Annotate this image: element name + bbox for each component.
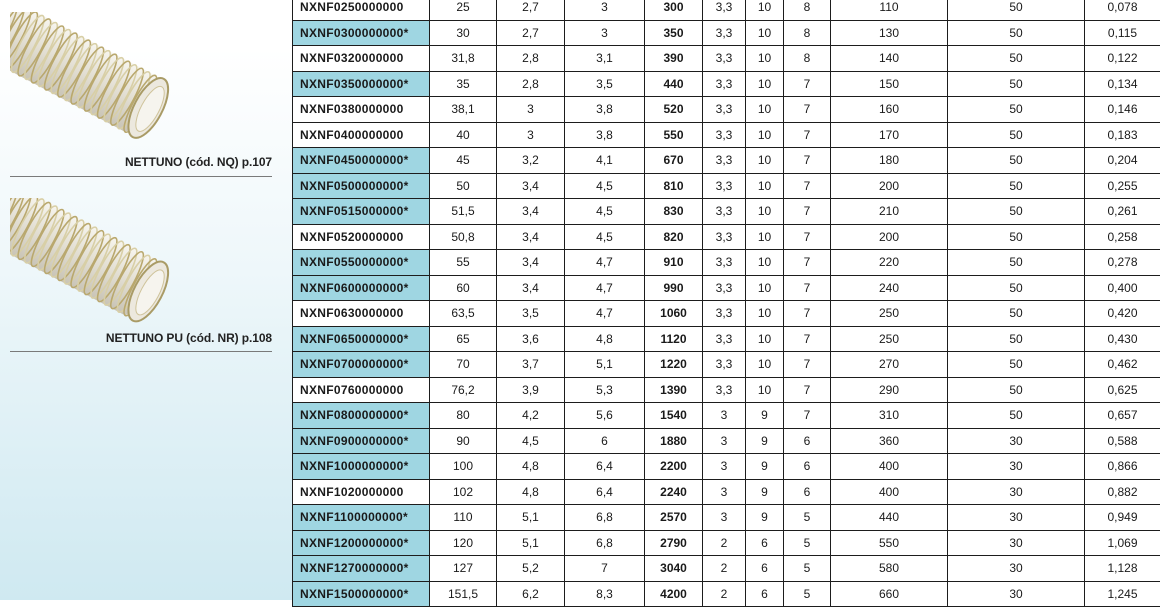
table-cell: 3,3 — [703, 377, 746, 403]
table-cell: 50 — [948, 199, 1085, 225]
table-cell: 0,657 — [1085, 403, 1160, 429]
table-cell: 270 — [831, 352, 948, 378]
table-cell: 990 — [645, 275, 703, 301]
table-cell: 9 — [746, 454, 784, 480]
table-cell: 1540 — [645, 403, 703, 429]
product-code-cell: NXNF0600000000* — [293, 275, 430, 301]
table-cell: 0,625 — [1085, 377, 1160, 403]
table-cell: 350 — [645, 20, 703, 46]
table-cell: 10 — [746, 148, 784, 174]
table-cell: 400 — [831, 479, 948, 505]
table-cell: 3,4 — [497, 275, 565, 301]
table-cell: 2570 — [645, 505, 703, 531]
table-cell: 3 — [703, 479, 746, 505]
table-cell: 390 — [645, 46, 703, 72]
table-cell: 200 — [831, 224, 948, 250]
table-cell: 76,2 — [430, 377, 497, 403]
table-cell: 0,278 — [1085, 250, 1160, 276]
table-cell: 9 — [746, 403, 784, 429]
table-cell: 2,8 — [497, 46, 565, 72]
product-caption: NETTUNO PU (cód. NR) p.108 — [106, 331, 272, 345]
table-cell: 6 — [784, 454, 831, 480]
table-cell: 50,8 — [430, 224, 497, 250]
table-cell: 7 — [784, 148, 831, 174]
table-cell: 0,430 — [1085, 326, 1160, 352]
table-cell: 4,5 — [565, 199, 645, 225]
table-cell: 50 — [948, 403, 1085, 429]
table-cell: 9 — [746, 479, 784, 505]
table-cell: 5,6 — [565, 403, 645, 429]
table-cell: 7 — [784, 352, 831, 378]
product-code-cell: NXNF0380000000 — [293, 97, 430, 123]
table-row — [293, 148, 1160, 174]
table-cell: 4,1 — [565, 148, 645, 174]
table-cell: 2240 — [645, 479, 703, 505]
table-cell: 3,2 — [497, 148, 565, 174]
table-row — [293, 250, 1160, 276]
table-cell: 6,4 — [565, 479, 645, 505]
table-cell: 1120 — [645, 326, 703, 352]
table-row — [293, 275, 1160, 301]
table-cell: 7 — [784, 275, 831, 301]
table-cell: 50 — [948, 0, 1085, 20]
table-cell: 2,7 — [497, 0, 565, 20]
table-row — [293, 377, 1160, 403]
table-row — [293, 581, 1160, 607]
product-code-cell: NXNF0630000000 — [293, 301, 430, 327]
table-cell: 7 — [784, 377, 831, 403]
table-cell: 5,3 — [565, 377, 645, 403]
table-cell: 910 — [645, 250, 703, 276]
table-cell: 151,5 — [430, 581, 497, 607]
product-code-cell: NXNF0350000000* — [293, 71, 430, 97]
table-cell: 3,9 — [497, 377, 565, 403]
table-cell: 6,2 — [497, 581, 565, 607]
table-cell: 0,462 — [1085, 352, 1160, 378]
table-cell: 4,5 — [565, 173, 645, 199]
table-cell: 810 — [645, 173, 703, 199]
table-cell: 2790 — [645, 530, 703, 556]
table-cell: 6 — [746, 556, 784, 582]
table-cell: 5 — [784, 556, 831, 582]
product-code-cell: NXNF1500000000* — [293, 581, 430, 607]
table-cell: 2 — [703, 530, 746, 556]
table-cell: 6 — [784, 479, 831, 505]
product-code-cell: NXNF0400000000 — [293, 122, 430, 148]
table-cell: 7 — [784, 199, 831, 225]
table-row — [293, 505, 1160, 531]
product-code-cell: NXNF0800000000* — [293, 403, 430, 429]
table-cell: 7 — [565, 556, 645, 582]
table-cell: 1390 — [645, 377, 703, 403]
related-product-nettuno-pu[interactable] — [10, 198, 272, 353]
table-cell: 5,1 — [497, 505, 565, 531]
table-cell: 55 — [430, 250, 497, 276]
product-code-cell: NXNF1000000000* — [293, 454, 430, 480]
table-row — [293, 20, 1160, 46]
table-cell: 50 — [948, 71, 1085, 97]
table-cell: 1,128 — [1085, 556, 1160, 582]
table-cell: 50 — [948, 148, 1085, 174]
table-cell: 670 — [645, 148, 703, 174]
table-row — [293, 0, 1160, 20]
spec-table-body — [293, 0, 1160, 607]
table-cell: 170 — [831, 122, 948, 148]
table-row — [293, 122, 1160, 148]
table-cell: 50 — [948, 224, 1085, 250]
table-cell: 310 — [831, 403, 948, 429]
table-cell: 3 — [703, 505, 746, 531]
table-cell: 3,1 — [565, 46, 645, 72]
table-cell: 550 — [645, 122, 703, 148]
table-cell: 65 — [430, 326, 497, 352]
table-row — [293, 352, 1160, 378]
table-cell: 3,5 — [497, 301, 565, 327]
table-cell: 10 — [746, 250, 784, 276]
table-cell: 50 — [948, 352, 1085, 378]
table-cell: 7 — [784, 250, 831, 276]
table-row — [293, 428, 1160, 454]
table-cell: 7 — [784, 326, 831, 352]
table-cell: 50 — [948, 97, 1085, 123]
table-cell: 3,8 — [565, 97, 645, 123]
table-cell: 2 — [703, 581, 746, 607]
product-code-cell: NXNF0760000000 — [293, 377, 430, 403]
table-cell: 440 — [645, 71, 703, 97]
table-cell: 200 — [831, 173, 948, 199]
table-cell: 8 — [784, 46, 831, 72]
table-cell: 2200 — [645, 454, 703, 480]
table-cell: 50 — [948, 173, 1085, 199]
table-cell: 3 — [497, 97, 565, 123]
table-cell: 3,6 — [497, 326, 565, 352]
product-code-cell: NXNF0500000000* — [293, 173, 430, 199]
table-cell: 7 — [784, 301, 831, 327]
table-cell: 30 — [430, 20, 497, 46]
table-cell: 5,2 — [497, 556, 565, 582]
table-cell: 1220 — [645, 352, 703, 378]
table-cell: 3,4 — [497, 199, 565, 225]
table-cell: 7 — [784, 71, 831, 97]
table-cell: 30 — [948, 505, 1085, 531]
table-cell: 9 — [746, 505, 784, 531]
table-cell: 6,4 — [565, 454, 645, 480]
table-cell: 40 — [430, 122, 497, 148]
product-code-cell: NXNF0250000000 — [293, 0, 430, 20]
table-cell: 6 — [565, 428, 645, 454]
table-cell: 50 — [430, 173, 497, 199]
table-cell: 0,255 — [1085, 173, 1160, 199]
table-cell: 0,204 — [1085, 148, 1160, 174]
table-cell: 3,7 — [497, 352, 565, 378]
table-row — [293, 403, 1160, 429]
table-cell: 70 — [430, 352, 497, 378]
table-cell: 7 — [784, 224, 831, 250]
table-cell: 3,3 — [703, 20, 746, 46]
table-cell: 8,3 — [565, 581, 645, 607]
table-cell: 160 — [831, 97, 948, 123]
table-row — [293, 530, 1160, 556]
table-cell: 140 — [831, 46, 948, 72]
table-cell: 6 — [784, 428, 831, 454]
table-cell: 7 — [784, 97, 831, 123]
table-cell: 10 — [746, 0, 784, 20]
divider — [10, 351, 272, 352]
table-cell: 10 — [746, 301, 784, 327]
table-cell: 50 — [948, 326, 1085, 352]
table-cell: 0,115 — [1085, 20, 1160, 46]
hose-image — [10, 198, 170, 323]
table-cell: 3,3 — [703, 275, 746, 301]
related-product-nettuno[interactable] — [10, 12, 272, 177]
table-cell: 0,261 — [1085, 199, 1160, 225]
table-row — [293, 479, 1160, 505]
table-cell: 10 — [746, 199, 784, 225]
table-cell: 31,8 — [430, 46, 497, 72]
table-cell: 50 — [948, 122, 1085, 148]
hose-image — [10, 12, 170, 142]
table-cell: 1880 — [645, 428, 703, 454]
table-cell: 10 — [746, 224, 784, 250]
table-cell: 5,1 — [565, 352, 645, 378]
table-cell: 3,4 — [497, 224, 565, 250]
table-cell: 30 — [948, 581, 1085, 607]
table-cell: 0,882 — [1085, 479, 1160, 505]
table-cell: 660 — [831, 581, 948, 607]
table-row — [293, 71, 1160, 97]
table-cell: 250 — [831, 301, 948, 327]
table-cell: 127 — [430, 556, 497, 582]
table-cell: 3,3 — [703, 0, 746, 20]
table-cell: 1060 — [645, 301, 703, 327]
table-cell: 3,4 — [497, 173, 565, 199]
table-cell: 3,3 — [703, 250, 746, 276]
table-cell: 60 — [430, 275, 497, 301]
table-cell: 110 — [430, 505, 497, 531]
table-cell: 130 — [831, 20, 948, 46]
table-cell: 10 — [746, 275, 784, 301]
product-code-cell: NXNF0520000000 — [293, 224, 430, 250]
table-cell: 5 — [784, 530, 831, 556]
table-cell: 3 — [703, 454, 746, 480]
table-cell: 820 — [645, 224, 703, 250]
table-cell: 50 — [948, 20, 1085, 46]
table-cell: 50 — [948, 275, 1085, 301]
table-cell: 110 — [831, 0, 948, 20]
table-cell: 290 — [831, 377, 948, 403]
table-cell: 9 — [746, 428, 784, 454]
table-cell: 51,5 — [430, 199, 497, 225]
table-cell: 3,3 — [703, 199, 746, 225]
table-cell: 100 — [430, 454, 497, 480]
table-cell: 4200 — [645, 581, 703, 607]
table-cell: 0,183 — [1085, 122, 1160, 148]
table-cell: 0,400 — [1085, 275, 1160, 301]
table-cell: 0,420 — [1085, 301, 1160, 327]
table-cell: 3 — [497, 122, 565, 148]
table-cell: 3040 — [645, 556, 703, 582]
product-code-cell: NXNF1200000000* — [293, 530, 430, 556]
table-cell: 830 — [645, 199, 703, 225]
table-cell: 0,146 — [1085, 97, 1160, 123]
table-cell: 10 — [746, 20, 784, 46]
table-row — [293, 556, 1160, 582]
table-cell: 440 — [831, 505, 948, 531]
table-cell: 4,8 — [565, 326, 645, 352]
table-cell: 10 — [746, 326, 784, 352]
table-cell: 3,3 — [703, 326, 746, 352]
table-cell: 30 — [948, 556, 1085, 582]
table-cell: 30 — [948, 479, 1085, 505]
table-cell: 250 — [831, 326, 948, 352]
table-cell: 2,7 — [497, 20, 565, 46]
product-code-cell: NXNF0900000000* — [293, 428, 430, 454]
product-code-cell: NXNF1100000000* — [293, 505, 430, 531]
table-cell: 10 — [746, 173, 784, 199]
related-products-sidebar — [0, 0, 275, 600]
table-cell: 38,1 — [430, 97, 497, 123]
table-cell: 180 — [831, 148, 948, 174]
table-cell: 7 — [784, 403, 831, 429]
product-code-cell: NXNF0700000000* — [293, 352, 430, 378]
table-cell: 25 — [430, 0, 497, 20]
product-spec-table — [292, 0, 1160, 607]
table-cell: 90 — [430, 428, 497, 454]
table-cell: 5,1 — [497, 530, 565, 556]
product-code-cell: NXNF1270000000* — [293, 556, 430, 582]
table-cell: 520 — [645, 97, 703, 123]
table-row — [293, 173, 1160, 199]
table-cell: 0,588 — [1085, 428, 1160, 454]
product-code-cell: NXNF0550000000* — [293, 250, 430, 276]
table-cell: 3,3 — [703, 71, 746, 97]
table-cell: 550 — [831, 530, 948, 556]
table-cell: 0,949 — [1085, 505, 1160, 531]
table-cell: 150 — [831, 71, 948, 97]
table-cell: 3 — [703, 403, 746, 429]
table-cell: 0,134 — [1085, 71, 1160, 97]
table-row — [293, 454, 1160, 480]
table-cell: 4,2 — [497, 403, 565, 429]
table-cell: 10 — [746, 352, 784, 378]
table-cell: 8 — [784, 0, 831, 20]
table-cell: 220 — [831, 250, 948, 276]
table-cell: 2 — [703, 556, 746, 582]
table-cell: 45 — [430, 148, 497, 174]
divider — [10, 176, 272, 177]
table-cell: 3 — [703, 428, 746, 454]
table-cell: 0,866 — [1085, 454, 1160, 480]
table-cell: 3,3 — [703, 352, 746, 378]
table-cell: 0,122 — [1085, 46, 1160, 72]
table-cell: 3,3 — [703, 224, 746, 250]
table-cell: 4,7 — [565, 250, 645, 276]
table-cell: 5 — [784, 505, 831, 531]
table-cell: 3,3 — [703, 148, 746, 174]
product-code-cell: NXNF1020000000 — [293, 479, 430, 505]
table-cell: 4,7 — [565, 275, 645, 301]
table-cell: 7 — [784, 173, 831, 199]
table-cell: 10 — [746, 46, 784, 72]
table-cell: 10 — [746, 71, 784, 97]
product-code-cell: NXNF0300000000* — [293, 20, 430, 46]
table-cell: 120 — [430, 530, 497, 556]
table-cell: 300 — [645, 0, 703, 20]
product-code-cell: NXNF0650000000* — [293, 326, 430, 352]
table-row — [293, 97, 1160, 123]
table-cell: 0,078 — [1085, 0, 1160, 20]
table-cell: 3,3 — [703, 301, 746, 327]
table-row — [293, 326, 1160, 352]
table-cell: 360 — [831, 428, 948, 454]
table-cell: 1,069 — [1085, 530, 1160, 556]
table-cell: 7 — [784, 122, 831, 148]
table-cell: 580 — [831, 556, 948, 582]
table-cell: 30 — [948, 530, 1085, 556]
table-cell: 0,258 — [1085, 224, 1160, 250]
table-cell: 3,3 — [703, 122, 746, 148]
table-cell: 2,8 — [497, 71, 565, 97]
table-cell: 4,5 — [497, 428, 565, 454]
table-cell: 50 — [948, 46, 1085, 72]
table-cell: 240 — [831, 275, 948, 301]
table-cell: 30 — [948, 428, 1085, 454]
table-cell: 3,4 — [497, 250, 565, 276]
table-cell: 4,8 — [497, 454, 565, 480]
table-cell: 30 — [948, 454, 1085, 480]
table-cell: 3,3 — [703, 173, 746, 199]
table-row — [293, 224, 1160, 250]
table-cell: 10 — [746, 122, 784, 148]
table-cell: 1,245 — [1085, 581, 1160, 607]
table-cell: 3 — [565, 0, 645, 20]
table-cell: 3,8 — [565, 122, 645, 148]
table-row — [293, 199, 1160, 225]
table-cell: 3,3 — [703, 97, 746, 123]
table-cell: 35 — [430, 71, 497, 97]
table-cell: 6,8 — [565, 505, 645, 531]
table-row — [293, 46, 1160, 72]
table-cell: 210 — [831, 199, 948, 225]
table-cell: 50 — [948, 250, 1085, 276]
table-cell: 4,7 — [565, 301, 645, 327]
table-cell: 5 — [784, 581, 831, 607]
table-cell: 4,5 — [565, 224, 645, 250]
table-cell: 6 — [746, 530, 784, 556]
product-caption: NETTUNO (cód. NQ) p.107 — [125, 155, 272, 169]
table-cell: 3,5 — [565, 71, 645, 97]
table-cell: 80 — [430, 403, 497, 429]
product-code-cell: NXNF0320000000 — [293, 46, 430, 72]
table-cell: 4,8 — [497, 479, 565, 505]
table-cell: 10 — [746, 97, 784, 123]
table-cell: 8 — [784, 20, 831, 46]
table-cell: 63,5 — [430, 301, 497, 327]
table-row — [293, 301, 1160, 327]
table-cell: 102 — [430, 479, 497, 505]
table-cell: 3 — [565, 20, 645, 46]
table-cell: 6,8 — [565, 530, 645, 556]
product-code-cell: NXNF0450000000* — [293, 148, 430, 174]
table-cell: 400 — [831, 454, 948, 480]
table-cell: 50 — [948, 301, 1085, 327]
table-cell: 50 — [948, 377, 1085, 403]
product-code-cell: NXNF0515000000* — [293, 199, 430, 225]
table-cell: 3,3 — [703, 46, 746, 72]
table-cell: 6 — [746, 581, 784, 607]
table-cell: 10 — [746, 377, 784, 403]
